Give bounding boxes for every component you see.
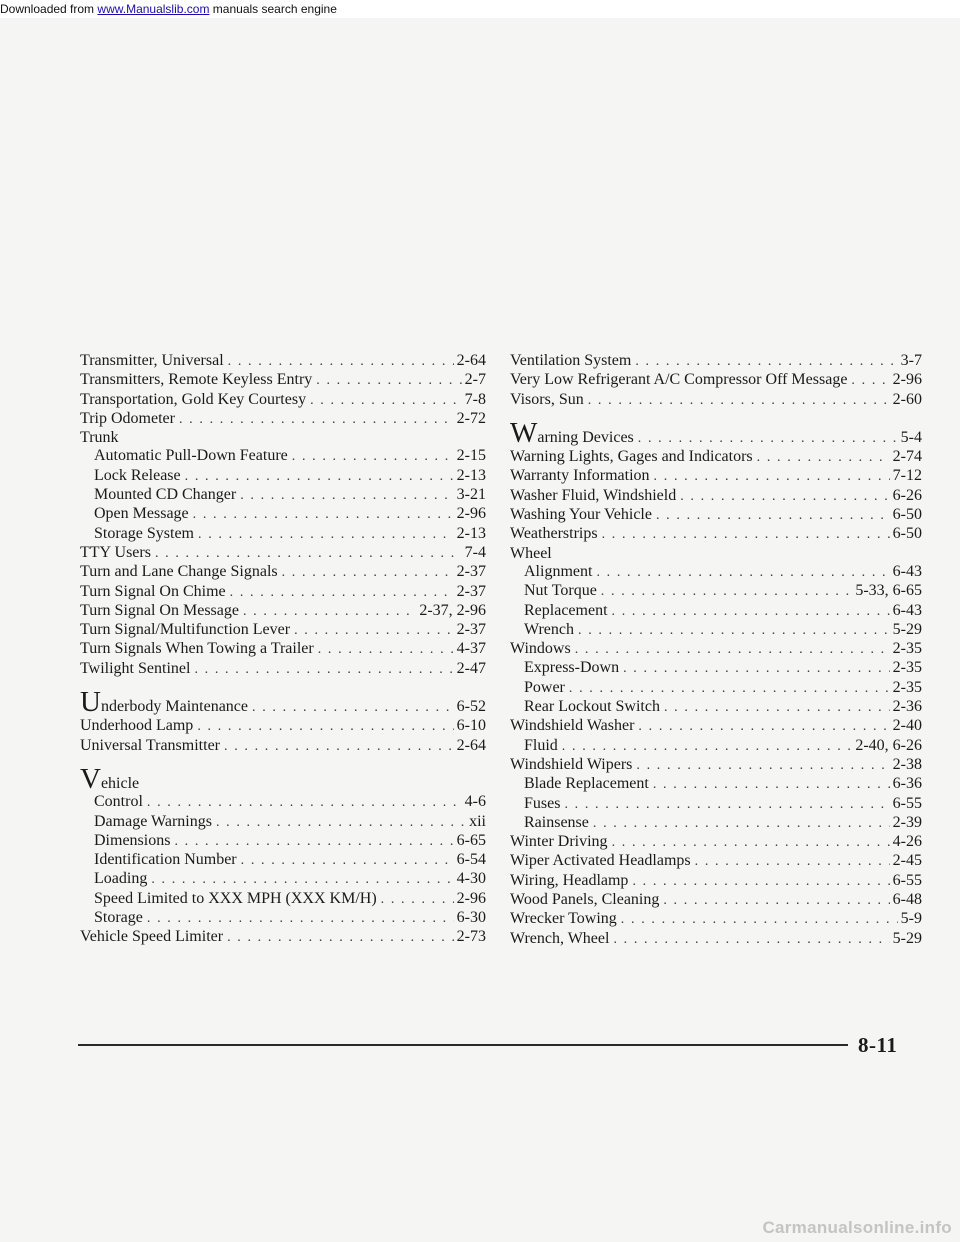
index-entry-page-ref: 3-21 [456,486,486,504]
index-entry-trunk [80,429,486,447]
index-entry-page-ref: 2-15 [456,447,486,465]
index-entry-label: Rainsense [524,813,589,831]
index-entry-weatherstrips [510,525,922,544]
index-entry-storage-system [80,525,486,544]
manualslib-link[interactable]: www.Manualslib.com [97,2,210,16]
index-entry-page-ref: 6-50 [892,525,922,543]
index-entry-page-ref: 4-30 [456,870,486,888]
index-entry-label: Transmitters, Remote Keyless Entry [80,371,313,389]
footer-rule [78,1044,848,1046]
dot-leader [198,526,454,544]
index-entry-wrench [510,621,922,640]
index-entry-page-ref: 2-96 [456,889,486,907]
dot-leader [612,603,890,621]
dot-leader [227,929,454,947]
index-entry-page-ref: 3-7 [900,352,922,369]
index-entry-label: Universal Transmitter [80,736,220,754]
dot-leader [147,794,462,812]
index-entry-label: Damage Warnings [94,812,212,830]
index-column-left [80,352,486,948]
index-entry-windshield-wipers [510,756,922,775]
index-entry-label: Storage System [94,524,194,542]
index-entry-damage-warnings [80,813,486,832]
index-entry-turn-signal-on-message [80,602,486,621]
index-entry-page-ref: 2-73 [456,928,486,946]
index-entry-transportation-gold-key-courtesy [80,391,486,410]
index-entry-page-ref: 4-26 [892,833,922,851]
index-entry-storage [80,909,486,928]
index-entry-page-ref: 2-64 [456,736,486,754]
dot-leader [680,488,889,506]
dot-leader [663,892,889,910]
index-entry-page-ref: 2-7 [464,371,486,389]
index-entry-turn-and-lane-change-signals [80,563,486,582]
dot-leader [243,603,416,621]
index-entry-page-ref: 5-4 [900,428,922,446]
index-entry-page-ref: 2-40, 6-26 [855,736,922,754]
dot-leader [638,430,898,448]
index-entry-page-ref: 2-38 [892,755,922,773]
index-entry-label: Visors, Sun [510,390,584,408]
dot-leader [294,622,454,640]
index-entry-twilight-sentinel [80,660,486,679]
dot-leader [613,931,889,949]
index-entry-page-ref: 5-29 [892,929,922,947]
index-entry-vehicle-speed-limiter [80,928,486,947]
index-entry-washer-fluid-windshield [510,487,922,506]
dot-leader [656,507,890,525]
index-entry-page-ref: 6-43 [892,601,922,619]
index-entry-label: Nut Torque [524,582,597,600]
index-entry-page-ref: 6-65 [456,831,486,849]
index-entry-page-ref: 4-6 [464,793,486,811]
index-entry-blade-replacement [510,775,922,794]
index-entry-fuses [510,795,922,814]
dot-leader [216,814,466,832]
banner-suffix: manuals search engine [212,2,337,16]
index-entry-nut-torque [510,582,922,601]
index-entry-loading [80,870,486,889]
index-entry-label: Dimensions [94,831,171,849]
index-entry-vehicle [80,762,486,795]
index-entry-very-low-refrigerant-a-c-compressor-off-message [510,371,922,390]
download-banner [0,0,960,18]
index-entry-label: Identification Number [94,851,237,869]
index-entry-page-ref: 7-4 [464,543,486,561]
index-entry-page-ref: 6-48 [892,891,922,909]
index-entry-turn-signal-multifunction-lever [80,621,486,640]
index-entry-wiper-activated-headlamps [510,852,922,871]
index-entry-label: Turn Signal/Multifunction Lever [80,621,291,639]
index-entry-trip-odometer [80,410,486,429]
index-entry-page-ref: 2-39 [892,813,922,831]
index-entry-label: Trip Odometer [80,409,175,427]
dot-leader [596,564,889,582]
index-entry-label: Loading [94,870,148,888]
index-entry-page-ref: 5-9 [900,910,922,928]
index-entry-label: Alignment [524,562,593,580]
index-entry-page-ref: 4-37 [456,640,486,658]
index-entry-page-ref: 2-96 [892,371,922,389]
dot-leader [562,738,853,756]
index-entry-transmitter-universal [80,352,486,371]
index-entry-label: Storage [94,909,143,927]
index-entry-power [510,679,922,698]
dot-leader [621,911,898,929]
index-entry-label: Windows [510,640,571,658]
index-entry-page-ref: 6-36 [892,775,922,793]
index-entry-identification-number [80,851,486,870]
index-entry-label: Open Message [94,505,189,523]
dot-leader [230,584,454,602]
index-entry-label: Windshield Washer [510,717,635,735]
index-entry-label: Replacement [524,601,608,619]
dot-leader [653,776,890,794]
index-entry-label: Ventilation System [510,352,632,369]
index-entry-underbody-maintenance [80,686,486,719]
dot-leader [632,873,889,891]
dot-leader [593,815,890,833]
index-entry-warranty-information [510,467,922,486]
index-entry-page-ref: xii [469,812,486,830]
dot-leader [638,718,889,736]
index-entry-open-message [80,505,486,524]
index-entry-winter-driving [510,833,922,852]
index-entry-rainsense [510,814,922,833]
index-entry-universal-transmitter [80,737,486,756]
index-entry-page-ref: 2-37 [456,582,486,600]
index-entry-label: Warning Lights, Gages and Indicators [510,448,753,466]
index-entry-label: Turn Signal On Message [80,601,239,619]
dot-leader [575,641,890,659]
index-entry-page-ref: 2-45 [892,852,922,870]
dot-leader [602,526,890,544]
index-entry-label: Washing Your Vehicle [510,506,652,524]
index-entry-label: Transmitter, Universal [80,352,224,369]
dot-leader [654,468,890,486]
page-number: 8-11 [858,1033,898,1057]
index-entry-page-ref: 6-10 [456,717,486,735]
index-entry-lock-release [80,467,486,486]
index-entry-label: Washer Fluid, Windshield [510,486,677,504]
index-entry-page-ref: 6-55 [892,794,922,812]
index-entry-label: Blade Replacement [524,775,649,793]
dot-leader [155,545,462,563]
index-entry-page-ref: 2-60 [892,390,922,408]
index-entry-page-ref: 2-35 [892,678,922,696]
index-entry-label: Power [524,678,565,696]
index-entry-alignment [510,563,922,582]
index-entry-wrench-wheel [510,930,922,949]
dot-leader [381,891,454,909]
index-entry-label: Underhood Lamp [80,717,194,735]
dot-leader [282,564,454,582]
index-entry-label: Speed Limited to XXX MPH (XXX KM/H) [94,889,377,907]
index-entry-replacement [510,602,922,621]
index-entry-windshield-washer [510,717,922,736]
index-entry-label: Turn Signal On Chime [80,582,226,600]
dot-leader [185,468,454,486]
index-entry-page-ref: 2-37 [456,621,486,639]
index-entry-wheel [510,545,922,563]
dot-leader [316,372,461,390]
index-entry-wiring-headlamp [510,872,922,891]
index-entry-warning-devices [510,416,922,449]
dot-leader [252,699,454,717]
index-entry-control [80,793,486,812]
dot-leader [564,796,889,814]
index-entry-label: Very Low Refrigerant A/C Compressor Off Message [510,371,848,389]
dot-leader [588,392,890,410]
index-entry-tty-users [80,544,486,563]
index-entry-label: Turn Signals When Towing a Trailer [80,640,314,658]
index-entry-ventilation-system [510,352,922,371]
dot-leader [151,871,453,889]
dot-leader [174,833,453,851]
index-entry-label: Turn and Lane Change Signals [80,563,278,581]
index-entry-label: TTY Users [80,543,151,561]
index-entry-page-ref: 6-26 [892,486,922,504]
index-entry-fluid [510,737,922,756]
index-entry-washing-your-vehicle [510,506,922,525]
dot-leader [240,487,453,505]
dot-leader [197,718,453,736]
index-entry-label: Weatherstrips [510,525,598,543]
dot-leader [194,661,453,679]
dot-leader [179,411,454,429]
index-entry-page-ref: 2-36 [892,698,922,716]
index-entry-label: Twilight Sentinel [80,659,191,677]
index-entry-label: Winter Driving [510,833,608,851]
dot-leader [636,757,889,775]
index-entry-wrecker-towing [510,910,922,929]
dot-leader [318,641,454,659]
index-entry-page-ref: 2-37 [456,563,486,581]
index-entry-label: Wrecker Towing [510,910,617,928]
index-entry-label: Fluid [524,736,558,754]
index-entry-underhood-lamp [80,717,486,736]
index-entry-rear-lockout-switch [510,698,922,717]
index-entry-label: Wrench, Wheel [510,929,610,947]
dot-leader [569,680,890,698]
index-entry-label: Trunk [80,429,119,447]
index-entry-transmitters-remote-keyless-entry [80,371,486,390]
index-entry-label: Wrench [524,620,574,638]
dot-leader [757,449,890,467]
index-entry-page-ref: 7-8 [464,390,486,408]
index-entry-page-ref: 2-96 [456,505,486,523]
index-entry-label: Warning Devices [510,416,634,449]
dot-leader [193,506,454,524]
index-entry-automatic-pull-down-feature [80,447,486,466]
dot-leader [664,699,890,717]
index-entry-turn-signals-when-towing-a-trailer [80,640,486,659]
index-entry-page-ref: 5-33, 6-65 [855,582,922,600]
index-entry-page-ref: 7-12 [892,467,922,485]
index-entry-page-ref: 2-13 [456,524,486,542]
dot-leader [224,738,454,756]
index-entry-wood-panels-cleaning [510,891,922,910]
index-entry-express-down [510,659,922,678]
index-entry-page-ref: 2-37, 2-96 [419,601,486,619]
dot-leader [623,660,890,678]
index-entry-label: Transportation, Gold Key Courtesy [80,390,307,408]
dot-leader [147,910,454,928]
index-entry-label: Express-Down [524,659,620,677]
index-entry-page-ref: 6-52 [456,698,486,716]
index-entry-page-ref: 2-72 [456,409,486,427]
banner-prefix: Downloaded from [0,2,95,16]
index-entry-page-ref: 6-30 [456,909,486,927]
index-entry-page-ref: 2-13 [456,466,486,484]
dot-leader [241,852,454,870]
index-entry-page-ref: 6-55 [892,871,922,889]
index-entry-label: Wiring, Headlamp [510,871,629,889]
index-entry-label: Warranty Information [510,467,650,485]
index-entry-page-ref: 2-35 [892,659,922,677]
index-entry-page-ref: 2-35 [892,640,922,658]
dot-leader [292,448,454,466]
index-entry-label: Vehicle [80,762,140,795]
dot-leader [695,853,890,871]
index-entry-page-ref: 2-40 [892,717,922,735]
index-entry-label: Windshield Wipers [510,755,633,773]
index-entry-label: Mounted CD Changer [94,486,237,504]
index-entry-mounted-cd-changer [80,486,486,505]
index-entry-turn-signal-on-chime [80,583,486,602]
dot-leader [851,372,889,390]
index-entry-label: Automatic Pull-Down Feature [94,447,288,465]
index-entry-warning-lights-gages-and-indicators [510,448,922,467]
index-entry-page-ref: 6-43 [892,562,922,580]
site-watermark: Carmanualsonline.info [762,1218,952,1237]
index-entry-page-ref: 2-47 [456,659,486,677]
index-entry-dimensions [80,832,486,851]
index-entry-speed-limited-to-xxx-mph-xxx-km-h [80,890,486,909]
dot-leader [635,353,897,371]
index-entry-page-ref: 2-64 [456,352,486,369]
index-entry-label: Wood Panels, Cleaning [510,891,660,909]
index-entry-label: Control [94,793,143,811]
dot-leader [612,834,890,852]
index-entry-label: Wiper Activated Headlamps [510,852,691,870]
index-entry-page-ref: 5-29 [892,620,922,638]
index-entry-label: Underbody Maintenance [80,686,249,719]
index-entry-label: Vehicle Speed Limiter [80,928,224,946]
index-entry-visors-sun [510,391,922,410]
index-column-right [510,352,922,949]
dot-leader [578,622,890,640]
index-entry-page-ref: 6-54 [456,851,486,869]
index-entry-page-ref: 6-50 [892,506,922,524]
index-entry-windows [510,640,922,659]
index-entry-label: Rear Lockout Switch [524,698,660,716]
index-entry-page-ref: 2-74 [892,448,922,466]
dot-leader [601,583,853,601]
index-entry-label: Wheel [510,544,552,562]
dot-leader [228,353,454,371]
index-entry-label: Lock Release [94,466,181,484]
index-entry-label: Fuses [524,794,561,812]
dot-leader [310,392,462,410]
